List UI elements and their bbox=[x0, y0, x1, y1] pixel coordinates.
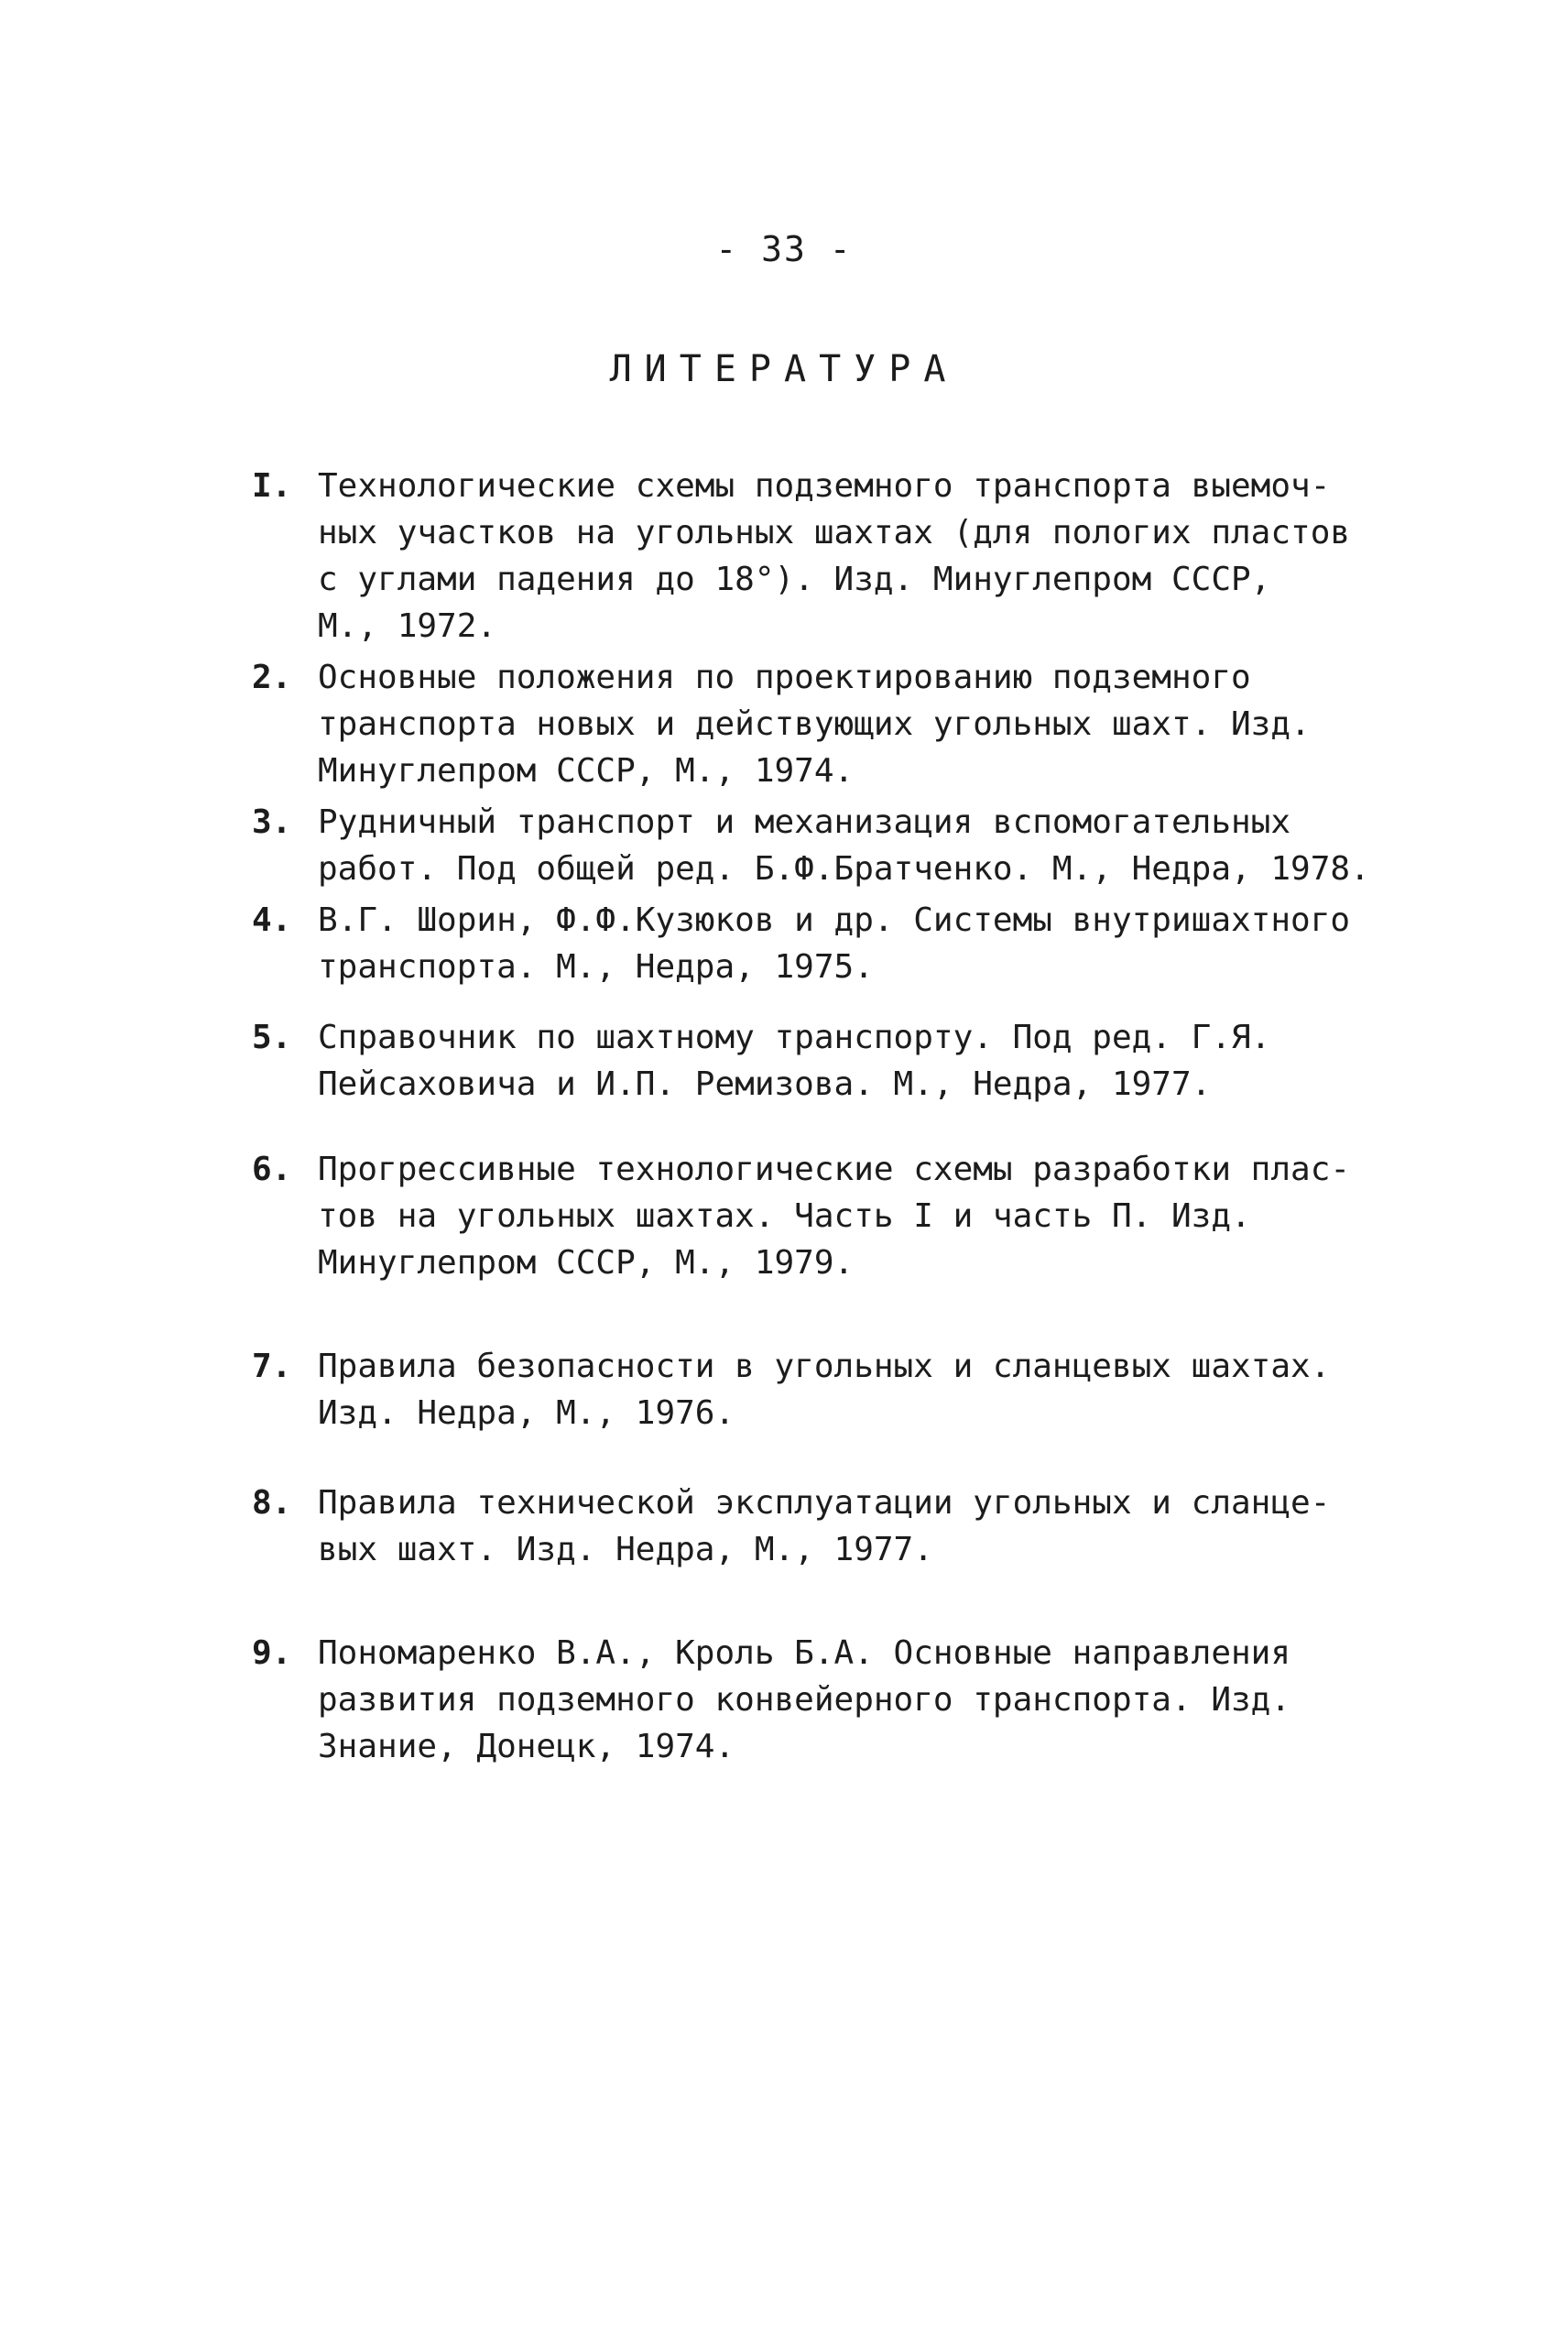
bibliography-entry-3 bbox=[252, 799, 1370, 892]
entry-line: Пономаренко В.А., Кроль Б.А. Основные направления bbox=[318, 1634, 1291, 1672]
entry-text bbox=[318, 897, 1351, 990]
entry-line: работ. Под общей ред. Б.Ф.Братченко. М., Недра, 1978. bbox=[318, 850, 1370, 888]
entry-line: Изд. Недра, М., 1976. bbox=[318, 1394, 735, 1432]
entry-line: М., 1972. bbox=[318, 607, 497, 645]
entry-line: Технологические схемы подземного транспорта выемоч- bbox=[318, 467, 1331, 505]
bibliography-entry-7 bbox=[252, 1343, 1351, 1436]
bibliography-entry-4 bbox=[252, 897, 1351, 990]
entry-line: Прогрессивные технологические схемы разработки плас- bbox=[318, 1151, 1351, 1188]
bibliography-entry-5 bbox=[252, 1014, 1351, 1108]
entry-number: I. bbox=[252, 467, 292, 505]
page-number: - 33 - bbox=[715, 229, 853, 269]
bibliography-entry-1 bbox=[252, 463, 1351, 650]
entry-line: Правила технической эксплуатации угольных и сланце- bbox=[318, 1484, 1331, 1522]
entry-line: ных участков на угольных шахтах (для пологих пластов bbox=[318, 514, 1351, 551]
entry-line: Правила безопасности в угольных и сланцевых шахтах. bbox=[318, 1348, 1331, 1385]
entry-number: 9. bbox=[252, 1634, 292, 1672]
bibliography-entry-2 bbox=[252, 654, 1351, 794]
entry-text bbox=[318, 1630, 1351, 1770]
entry-line: В.Г. Шорин, Ф.Ф.Кузюков и др. Системы внутришахтного bbox=[318, 901, 1351, 939]
entry-line: тов на угольных шахтах. Часть I и часть П. Изд. bbox=[318, 1197, 1251, 1235]
entry-line: Минуглепром СССР, М., 1974. bbox=[318, 752, 855, 790]
page-heading: ЛИТЕРАТУРА bbox=[609, 348, 959, 390]
entry-line: Минуглепром СССР, М., 1979. bbox=[318, 1244, 855, 1282]
entry-line: транспорта новых и действующих угольных шахт. Изд. bbox=[318, 705, 1311, 743]
entry-number: 3. bbox=[252, 803, 292, 841]
entry-text bbox=[318, 1343, 1351, 1436]
entry-line: Знание, Донецк, 1974. bbox=[318, 1728, 735, 1765]
entry-text bbox=[318, 799, 1370, 892]
bibliography-entry-9 bbox=[252, 1630, 1351, 1770]
entry-line: Основные положения по проектированию подземного bbox=[318, 659, 1251, 696]
entry-line: с углами падения до 18°). Изд. Минуглепром СССР, bbox=[318, 561, 1271, 598]
entry-number: 5. bbox=[252, 1019, 292, 1056]
entry-number: 6. bbox=[252, 1151, 292, 1188]
entry-line: Рудничный транспорт и механизация вспомогательных bbox=[318, 803, 1291, 841]
bibliography-entry-8 bbox=[252, 1480, 1351, 1573]
entry-number: 7. bbox=[252, 1348, 292, 1385]
entry-line: Пейсаховича и И.П. Ремизова. М., Недра, 1977. bbox=[318, 1065, 1212, 1103]
entry-line: вых шахт. Изд. Недра, М., 1977. bbox=[318, 1531, 933, 1568]
entry-text bbox=[318, 463, 1351, 650]
entry-text bbox=[318, 654, 1351, 794]
entry-text bbox=[318, 1014, 1351, 1108]
entry-number: 8. bbox=[252, 1484, 292, 1522]
entry-number: 4. bbox=[252, 901, 292, 939]
entry-text bbox=[318, 1480, 1351, 1573]
entry-number: 2. bbox=[252, 659, 292, 696]
entry-line: транспорта. М., Недра, 1975. bbox=[318, 948, 874, 986]
bibliography-list bbox=[252, 463, 1370, 1770]
bibliography-entry-6 bbox=[252, 1146, 1351, 1286]
entry-line: Справочник по шахтному транспорту. Под ред. Г.Я. bbox=[318, 1019, 1271, 1056]
entry-text bbox=[318, 1146, 1351, 1286]
entry-line: развития подземного конвейерного транспорта. Изд. bbox=[318, 1681, 1291, 1719]
